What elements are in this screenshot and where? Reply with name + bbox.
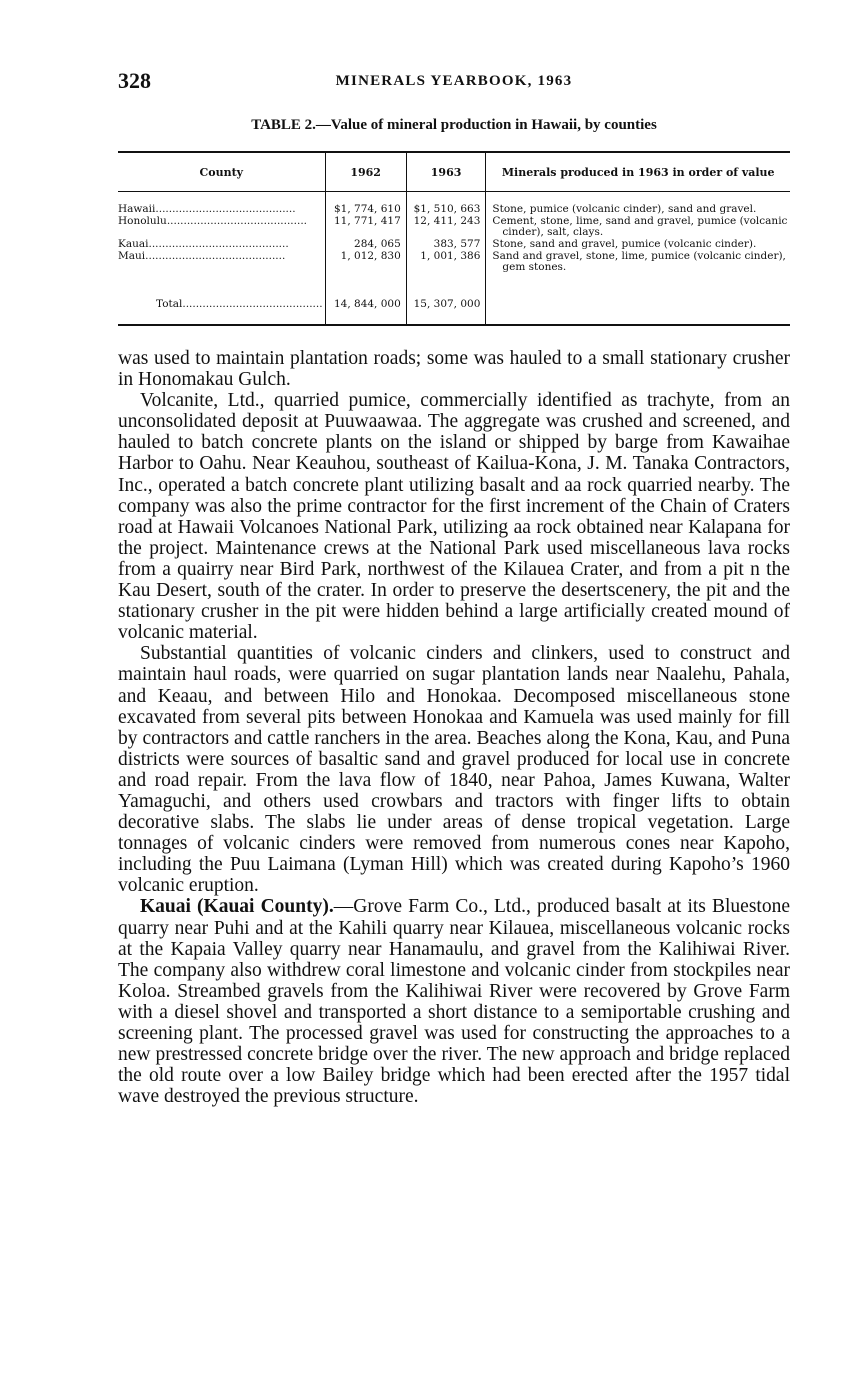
running-title: MINERALS YEARBOOK, 1963 xyxy=(335,73,573,89)
table-header-row xyxy=(118,152,790,192)
total-label-cell: Total.......................................... xyxy=(118,297,325,325)
value-1963-cell: 12, 411, 243 xyxy=(406,215,486,238)
paragraph-kauai xyxy=(118,896,790,1107)
value-1963-cell: 383, 577 xyxy=(406,238,486,250)
table-caption: TABLE 2.—Value of mineral production in Hawaii, by counties xyxy=(251,117,657,133)
kauai-heading: Kauai (Kauai County). xyxy=(140,896,334,918)
table-row xyxy=(118,250,790,273)
paragraph-continued: was used to maintain plantation roads; some was hauled to a small stationary crusher in Honomakau Gulch. xyxy=(118,348,790,391)
county-cell: Maui.......................................... xyxy=(118,250,325,273)
column-header-1963: 1963 xyxy=(406,152,486,192)
value-1962-cell: 11, 771, 417 xyxy=(325,215,406,238)
paragraph-volcanite: Volcanite, Ltd., quarried pumice, commercially identified as trachyte, from an unconsolidated deposit at Puuwaawaa. The aggregate was crushed and screened, and hauled to batch concrete plants on the island or shipped by barge from Kawaihae Harbor to Oahu. Near Keauhou, southeast of Kailua-Kona, J. M. Tanaka Contractors, Inc., operated a batch concrete plant utilizing basalt and aa rock quarried nearby. The company was also the prime contractor for the first increment of the Chain of Craters road at Hawaii Volcanoes National Park, utilizing aa rock obtained near Kalapana for the project. Maintenance crews at the National Park used miscellaneous lava rocks from a quairry near Bird Park, northwest of the Kilauea Crater, and from a pit n the Kau Desert, south of the crater. In order to preserve the desertscenery, the pit and the stationary crusher in the pit were hidden behind a large artificially created mound of volcanic material. xyxy=(118,390,790,644)
paragraph-cinders: Substantial quantities of volcanic cinders and clinkers, used to construct and maintain haul roads, were quarried on sugar plantation lands near Naalehu, Pahala, and Keaau, and between Hilo and Honokaa. Decomposed miscellaneous stone excavated from several pits between Honokaa and Kamuela was used mainly for fill by contractors and cattle ranchers in the area. Beaches along the Kona, Kau, and Puna districts were sources of basaltic sand and gravel produced for local use in concrete and road repair. From the lava flow of 1840, near Pahoa, James Kuwana, Walter Yamaguchi, and others used crowbars and tractors with finger lifts to obtain decorative slabs. The slabs lie under areas of dense tropical vegetation. Large tonnages of volcanic cinders were removed from numerous cones near Kapoho, including the Puu Laimana (Lyman Hill) which was created during Kapoho’s 1960 volcanic eruption. xyxy=(118,643,790,897)
total-1962-cell: 14, 844, 000 xyxy=(325,297,406,325)
table-row xyxy=(118,238,790,250)
county-cell: Honolulu.......................................... xyxy=(118,215,325,238)
table-total-row xyxy=(118,297,790,325)
county-cell: Kauai.......................................... xyxy=(118,238,325,250)
value-1962-cell: 1, 012, 830 xyxy=(325,250,406,273)
column-header-1962: 1962 xyxy=(325,152,406,192)
table-spacer-row xyxy=(118,273,790,297)
column-header-minerals: Minerals produced in 1963 in order of value xyxy=(486,152,790,192)
total-minerals-cell xyxy=(486,297,790,325)
table-row xyxy=(118,192,790,216)
minerals-cell: Stone, sand and gravel, pumice (volcanic cinder). xyxy=(492,238,757,250)
page-number: 328 xyxy=(118,68,151,93)
running-head xyxy=(118,68,790,96)
body-text xyxy=(118,348,790,1107)
value-1963-cell: 1, 001, 386 xyxy=(406,250,486,273)
minerals-cell: Stone, pumice (volcanic cinder), sand and gravel. xyxy=(492,203,757,215)
minerals-cell: Cement, stone, lime, sand and gravel, pumice (volcanic cinder), salt, clays. xyxy=(492,215,788,238)
mineral-production-table xyxy=(118,151,790,326)
table-row xyxy=(118,215,790,238)
county-cell: Hawaii.......................................... xyxy=(118,192,325,216)
minerals-cell: Sand and gravel, stone, lime, pumice (volcanic cinder), gem stones. xyxy=(492,250,786,273)
column-header-county: County xyxy=(118,152,325,192)
kauai-text: —Grove Farm Co., Ltd., produced basalt at its Bluestone quarry near Puhi and at the Kahili quarry near Kilauea, miscellaneous volcanic rocks at the Kapaia Valley quarry near Hanamaulu, and gravel from the Kalihiwai River. The company also withdrew coral limestone and volcanic cinder from stockpiles near Koloa. Streambed gravels from the Kalihiwai River were recovered by Grove Farm with a diesel shovel and transported a short distance to a semiportable crushing and screening plant. The processed gravel was used for constructing the approaches to a new prestressed concrete bridge over the river. The new approach and bridge replaced the old route over a low Bailey bridge which had been erected after the 1957 tidal wave destroyed the previous structure. xyxy=(118,896,790,1108)
value-1962-cell: $1, 774, 610 xyxy=(325,192,406,216)
value-1962-cell: 284, 065 xyxy=(325,238,406,250)
total-1963-cell: 15, 307, 000 xyxy=(406,297,486,325)
value-1963-cell: $1, 510, 663 xyxy=(406,192,486,216)
